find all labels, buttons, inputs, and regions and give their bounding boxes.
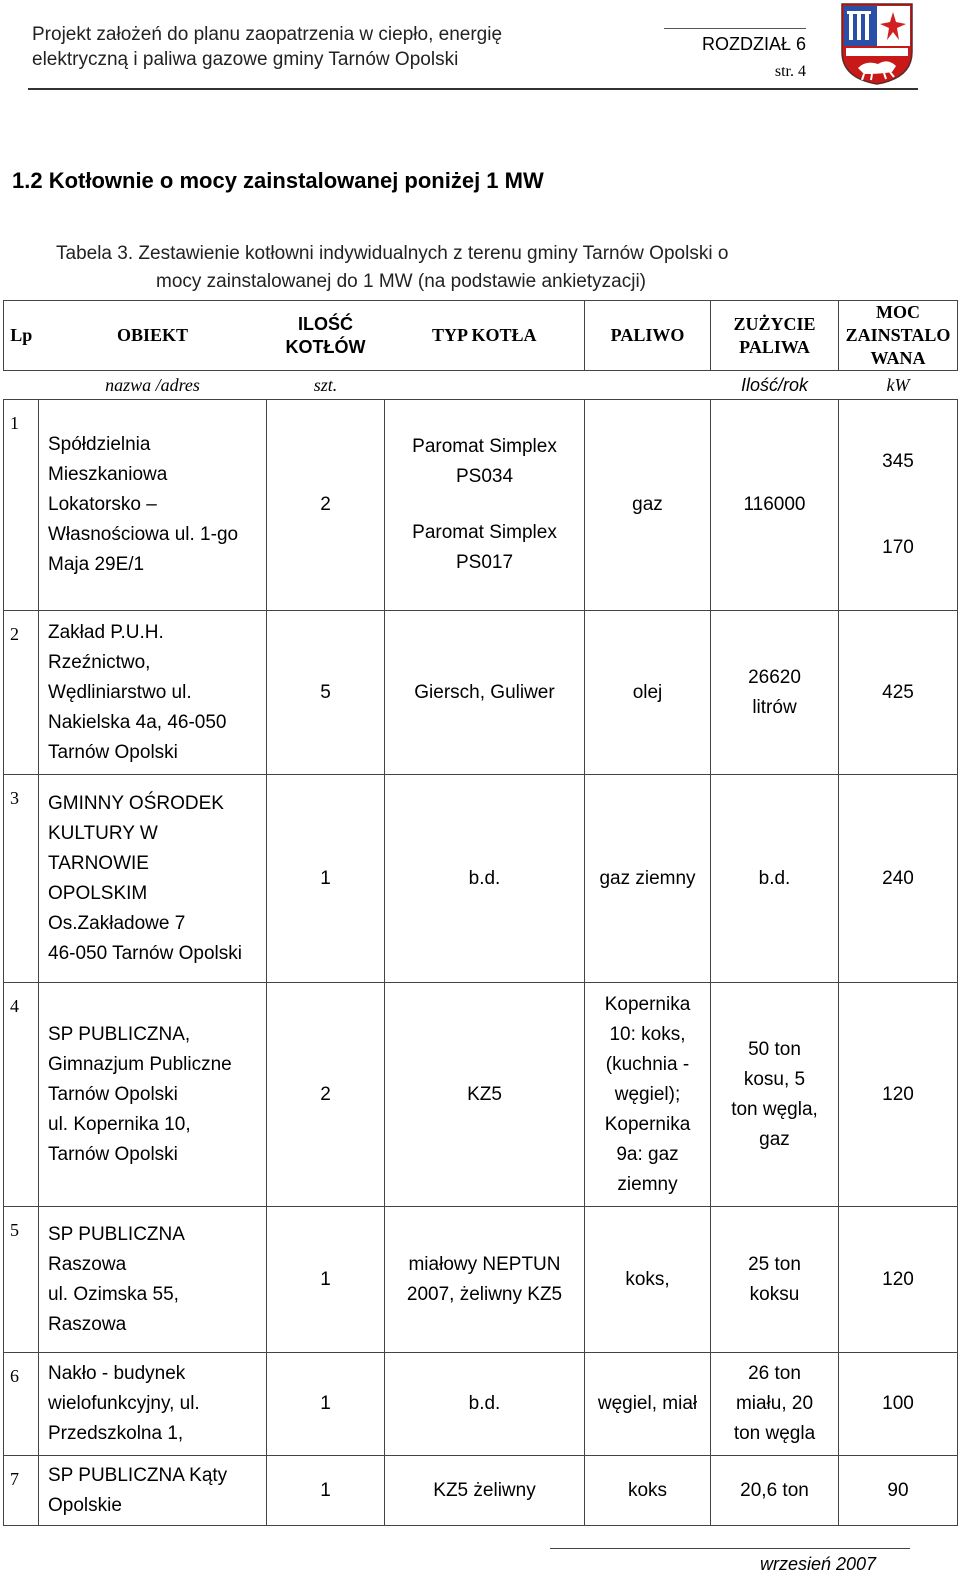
row-moc: 100 [839,1353,958,1456]
header-zuzycie-line-2: PALIWA [739,336,810,357]
table-row [4,1456,958,1526]
row-lp: 2 [4,611,39,775]
boiler-rooms-table [3,300,958,1526]
row-ilosc: 1 [267,1456,385,1526]
row-lp: 1 [4,400,39,611]
obiekt-line: Spółdzielnia [48,434,151,455]
zuzycie-line: litrów [752,696,797,718]
table-row [4,983,958,1207]
footer-date: wrzesień 2007 [760,1554,877,1574]
table-row [4,1207,958,1353]
row-moc: 240 [839,775,958,983]
obiekt-line: ul. Kopernika 10, [48,1113,191,1135]
header-ilosc-line-1: ILOŚĆ [297,313,353,334]
table-row [4,775,958,983]
header-moc-line-3: WANA [870,348,926,368]
typ-line: Paromat Simplex [412,522,557,543]
typ-line: Paromat Simplex [412,436,557,457]
obiekt-line: Opolskie [48,1494,122,1516]
row-obiekt [39,775,267,983]
zuzycie-line: 26 ton [748,1363,801,1384]
row-obiekt [39,1353,267,1456]
paliwo-line: ziemny [617,1173,678,1195]
row-typ-kotla: b.d. [385,1353,585,1456]
header-ilosc-line-2: KOTŁÓW [285,336,366,357]
obiekt-line: GMINNY OŚRODEK [48,792,224,814]
units-zuzycie: Ilość/rok [740,375,809,395]
obiekt-line: Gimnazjum Publiczne [48,1053,232,1075]
row-zuzycie [711,1353,839,1456]
zuzycie-line: miału, 20 [735,1393,814,1414]
row-moc [839,400,958,611]
table-row [4,400,958,611]
header-paliwo: PALIWO [585,301,711,371]
zuzycie-line: koksu [749,1283,800,1305]
obiekt-line: 46-050 Tarnów Opolski [48,942,242,964]
row-zuzycie [711,983,839,1207]
page-number: str. 4 [774,63,806,80]
table-units-row [4,371,958,400]
header-moc-line-2: ZAINSTALO [845,325,951,345]
row-typ-kotla: b.d. [385,775,585,983]
row-moc: 120 [839,1207,958,1353]
units-lp [4,371,39,400]
row-obiekt [39,1456,267,1526]
units-obiekt: nazwa /adres [105,375,200,395]
header-zuzycie [711,301,839,371]
obiekt-line: Zakład P.U.H. [48,621,164,643]
row-paliwo: olej [585,611,711,775]
row-typ-kotla [385,1207,585,1353]
table-row [4,611,958,775]
obiekt-line: Lokatorsko – [48,494,157,515]
obiekt-line: OPOLSKIM [48,882,148,904]
typ-line: PS034 [455,466,514,487]
header-lp: Lp [4,301,39,371]
municipality-coat-of-arms-icon [840,2,914,86]
row-ilosc: 2 [267,400,385,611]
caption-line-2: mocy zainstalowanej do 1 MW (na podstawie ankietyzacji) [156,271,646,292]
row-obiekt [39,983,267,1207]
chapter-block [664,28,806,83]
footer-divider [550,1548,910,1549]
row-zuzycie: b.d. [711,775,839,983]
row-zuzycie: 116000 [711,400,839,611]
obiekt-line: TARNOWIE [48,852,149,874]
units-paliwo [585,371,711,400]
table-row [4,1353,958,1456]
zuzycie-line: 50 ton [748,1038,801,1060]
obiekt-line: Tarnów Opolski [48,1143,178,1165]
obiekt-line: Nakło - budynek [48,1363,186,1384]
obiekt-line: Rzeźnictwo, [48,651,151,673]
row-typ-kotla: Giersch, Guliwer [385,611,585,775]
moc-value: 170 [882,537,914,558]
row-moc: 120 [839,983,958,1207]
row-paliwo [585,983,711,1207]
obiekt-line: Nakielska 4a, 46-050 [48,711,227,733]
obiekt-line: Raszowa [48,1253,127,1275]
chapter-label: ROZDZIAŁ 6 [664,28,806,55]
row-paliwo: węgiel, miał [585,1353,711,1456]
row-paliwo: koks, [585,1207,711,1353]
paliwo-line: węgiel); [614,1083,681,1105]
row-paliwo: koks [585,1456,711,1526]
row-typ-kotla: KZ5 [385,983,585,1207]
row-lp: 3 [4,775,39,983]
obiekt-line: ul. Ozimska 55, [48,1283,179,1305]
obiekt-line: wielofunkcyjny, ul. [48,1393,200,1414]
obiekt-line: Tarnów Opolski [48,741,178,763]
table-caption [56,240,916,296]
row-moc: 90 [839,1456,958,1526]
obiekt-line: SP PUBLICZNA Kąty [48,1464,228,1486]
header-ilosc [267,301,385,371]
row-zuzycie: 20,6 ton [711,1456,839,1526]
row-obiekt [39,400,267,611]
row-obiekt [39,1207,267,1353]
typ-line: PS017 [455,552,514,573]
zuzycie-line: ton węgla, [731,1098,818,1120]
obiekt-line: Os.Zakładowe 7 [48,912,186,934]
obiekt-line: Tarnów Opolski [48,1083,178,1105]
zuzycie-line: ton węgla [733,1423,816,1444]
moc-value: 345 [882,451,914,472]
row-paliwo: gaz [585,400,711,611]
row-moc: 425 [839,611,958,775]
header-moc-line-1: MOC [876,302,920,322]
obiekt-line: Maja 29E/1 [48,554,145,575]
zuzycie-line: 25 ton [748,1253,801,1275]
zuzycie-line: kosu, 5 [743,1068,806,1090]
row-zuzycie [711,611,839,775]
header-title-line-1: Projekt założeń do planu zaopatrzenia w ciepło, energię [32,24,503,45]
section-title: 1.2 Kotłownie o mocy zainstalowanej poniżej 1 MW [12,168,544,193]
row-zuzycie [711,1207,839,1353]
header-title-line-2: elektryczną i paliwa gazowe gminy Tarnów Opolski [32,49,459,70]
row-paliwo: gaz ziemny [585,775,711,983]
obiekt-line: Wędliniarstwo ul. [48,681,192,703]
row-lp: 5 [4,1207,39,1353]
header-obiekt: OBIEKT [39,301,267,371]
units-ilosc: szt. [313,375,338,395]
typ-line: 2007, żeliwny KZ5 [406,1283,563,1305]
row-lp: 4 [4,983,39,1207]
units-moc: kW [886,375,910,395]
paliwo-line: 10: koks, [609,1023,686,1045]
paliwo-line: (kuchnia - [605,1053,690,1075]
row-ilosc: 2 [267,983,385,1207]
paliwo-line: 9a: gaz [616,1143,679,1165]
units-typ [385,371,585,400]
row-ilosc: 5 [267,611,385,775]
header-moc [839,301,958,371]
zuzycie-line: gaz [759,1128,790,1150]
document-header-title [32,22,652,72]
row-ilosc: 1 [267,1207,385,1353]
row-typ-kotla [385,400,585,611]
row-ilosc: 1 [267,1353,385,1456]
row-obiekt [39,611,267,775]
header-typ-kotla: TYP KOTŁA [385,301,585,371]
obiekt-line: SP PUBLICZNA [48,1223,185,1245]
obiekt-line: SP PUBLICZNA, [48,1023,191,1045]
obiekt-line: KULTURY W [48,822,158,844]
typ-line: miałowy NEPTUN [408,1253,561,1275]
obiekt-line: Własnościowa ul. 1-go [48,524,239,545]
paliwo-line: Kopernika [604,1113,691,1135]
header-zuzycie-line-1: ZUŻYCIE [733,313,816,334]
header-divider [28,88,918,90]
caption-line-1: Tabela 3. Zestawienie kotłowni indywidualnych z terenu gminy Tarnów Opolski o [56,243,729,264]
obiekt-line: Przedszkolna 1, [48,1423,184,1444]
row-ilosc: 1 [267,775,385,983]
paliwo-line: Kopernika [604,993,691,1015]
table-header-row [4,301,958,371]
obiekt-line: Mieszkaniowa [48,464,168,485]
row-lp: 7 [4,1456,39,1526]
row-lp: 6 [4,1353,39,1456]
row-typ-kotla: KZ5 żeliwny [385,1456,585,1526]
obiekt-line: Raszowa [48,1313,127,1335]
zuzycie-line: 26620 [748,666,801,688]
